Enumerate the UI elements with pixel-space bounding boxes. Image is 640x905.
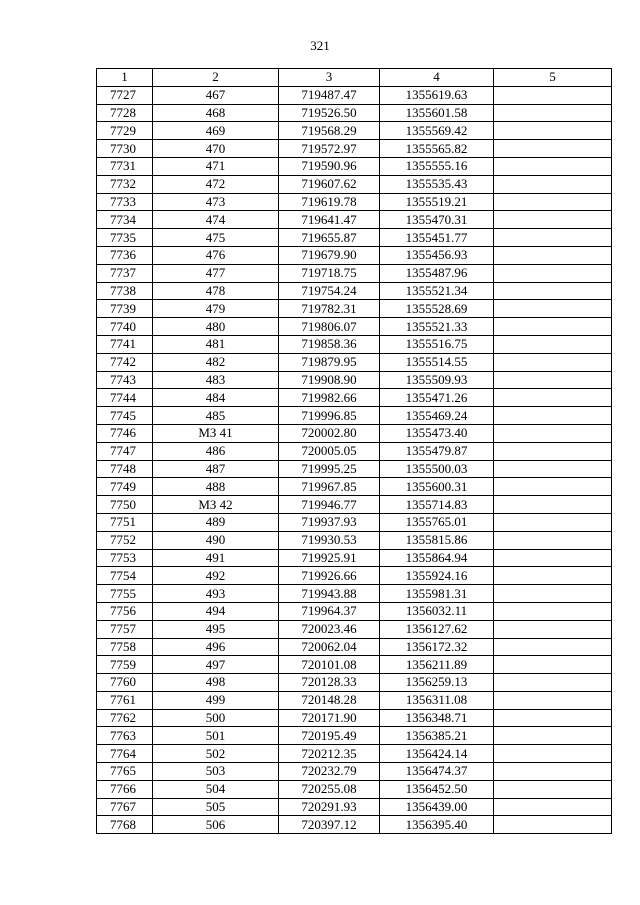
x-coordinate-cell: 719526.50 xyxy=(279,104,380,122)
column-header-1: 1 xyxy=(97,69,153,87)
table-row xyxy=(97,674,612,692)
point-id-cell: МЗ 42 xyxy=(153,496,279,514)
table-row xyxy=(97,638,612,656)
table-row xyxy=(97,140,612,158)
column-header-2: 2 xyxy=(153,69,279,87)
x-coordinate-cell: 719806.07 xyxy=(279,318,380,336)
table-row xyxy=(97,531,612,549)
row-number-cell: 7737 xyxy=(97,264,153,282)
table-row xyxy=(97,709,612,727)
table-row xyxy=(97,122,612,140)
table-row xyxy=(97,816,612,834)
point-id-cell: 477 xyxy=(153,264,279,282)
row-number-cell: 7762 xyxy=(97,709,153,727)
table-row xyxy=(97,442,612,460)
row-number-cell: 7756 xyxy=(97,602,153,620)
x-coordinate-cell: 719943.88 xyxy=(279,585,380,603)
note-cell xyxy=(494,424,612,442)
y-coordinate-cell: 1355981.31 xyxy=(380,585,494,603)
row-number-cell: 7766 xyxy=(97,780,153,798)
point-id-cell: 471 xyxy=(153,157,279,175)
table-row xyxy=(97,602,612,620)
note-cell xyxy=(494,691,612,709)
row-number-cell: 7754 xyxy=(97,567,153,585)
point-id-cell: 467 xyxy=(153,86,279,104)
x-coordinate-cell: 719655.87 xyxy=(279,229,380,247)
coordinates-table xyxy=(96,68,612,834)
table-row xyxy=(97,104,612,122)
x-coordinate-cell: 719925.91 xyxy=(279,549,380,567)
point-id-cell: 499 xyxy=(153,691,279,709)
point-id-cell: 482 xyxy=(153,353,279,371)
note-cell xyxy=(494,389,612,407)
x-coordinate-cell: 719967.85 xyxy=(279,478,380,496)
y-coordinate-cell: 1355565.82 xyxy=(380,140,494,158)
table-row xyxy=(97,371,612,389)
row-number-cell: 7761 xyxy=(97,691,153,709)
note-cell xyxy=(494,353,612,371)
x-coordinate-cell: 719641.47 xyxy=(279,211,380,229)
point-id-cell: 470 xyxy=(153,140,279,158)
table-row xyxy=(97,300,612,318)
note-cell xyxy=(494,567,612,585)
table-row xyxy=(97,335,612,353)
y-coordinate-cell: 1355815.86 xyxy=(380,531,494,549)
y-coordinate-cell: 1355500.03 xyxy=(380,460,494,478)
row-number-cell: 7755 xyxy=(97,585,153,603)
point-id-cell: 472 xyxy=(153,175,279,193)
note-cell xyxy=(494,86,612,104)
point-id-cell: 492 xyxy=(153,567,279,585)
x-coordinate-cell: 719937.93 xyxy=(279,513,380,531)
x-coordinate-cell: 719858.36 xyxy=(279,335,380,353)
x-coordinate-cell: 720002.80 xyxy=(279,424,380,442)
y-coordinate-cell: 1356311.08 xyxy=(380,691,494,709)
y-coordinate-cell: 1355479.87 xyxy=(380,442,494,460)
y-coordinate-cell: 1355600.31 xyxy=(380,478,494,496)
note-cell xyxy=(494,442,612,460)
row-number-cell: 7747 xyxy=(97,442,153,460)
y-coordinate-cell: 1355451.77 xyxy=(380,229,494,247)
row-number-cell: 7732 xyxy=(97,175,153,193)
row-number-cell: 7733 xyxy=(97,193,153,211)
table-row xyxy=(97,798,612,816)
table-row xyxy=(97,727,612,745)
note-cell xyxy=(494,104,612,122)
note-cell xyxy=(494,478,612,496)
point-id-cell: 495 xyxy=(153,620,279,638)
y-coordinate-cell: 1355514.55 xyxy=(380,353,494,371)
note-cell xyxy=(494,246,612,264)
row-number-cell: 7750 xyxy=(97,496,153,514)
x-coordinate-cell: 720291.93 xyxy=(279,798,380,816)
y-coordinate-cell: 1356474.37 xyxy=(380,763,494,781)
y-coordinate-cell: 1355864.94 xyxy=(380,549,494,567)
row-number-cell: 7757 xyxy=(97,620,153,638)
column-header-4: 4 xyxy=(380,69,494,87)
y-coordinate-cell: 1355516.75 xyxy=(380,335,494,353)
point-id-cell: 468 xyxy=(153,104,279,122)
point-id-cell: 497 xyxy=(153,656,279,674)
y-coordinate-cell: 1356385.21 xyxy=(380,727,494,745)
row-number-cell: 7728 xyxy=(97,104,153,122)
point-id-cell: 494 xyxy=(153,602,279,620)
table-row xyxy=(97,282,612,300)
table-row xyxy=(97,478,612,496)
y-coordinate-cell: 1356259.13 xyxy=(380,674,494,692)
point-id-cell: 493 xyxy=(153,585,279,603)
row-number-cell: 7752 xyxy=(97,531,153,549)
note-cell xyxy=(494,513,612,531)
point-id-cell: 488 xyxy=(153,478,279,496)
point-id-cell: 503 xyxy=(153,763,279,781)
row-number-cell: 7768 xyxy=(97,816,153,834)
row-number-cell: 7736 xyxy=(97,246,153,264)
y-coordinate-cell: 1356172.32 xyxy=(380,638,494,656)
x-coordinate-cell: 719995.25 xyxy=(279,460,380,478)
row-number-cell: 7764 xyxy=(97,745,153,763)
table-row xyxy=(97,513,612,531)
row-number-cell: 7727 xyxy=(97,86,153,104)
note-cell xyxy=(494,282,612,300)
x-coordinate-cell: 720255.08 xyxy=(279,780,380,798)
x-coordinate-cell: 720212.35 xyxy=(279,745,380,763)
x-coordinate-cell: 719926.66 xyxy=(279,567,380,585)
row-number-cell: 7759 xyxy=(97,656,153,674)
table-row xyxy=(97,424,612,442)
row-number-cell: 7742 xyxy=(97,353,153,371)
row-number-cell: 7738 xyxy=(97,282,153,300)
x-coordinate-cell: 719572.97 xyxy=(279,140,380,158)
row-number-cell: 7740 xyxy=(97,318,153,336)
x-coordinate-cell: 719754.24 xyxy=(279,282,380,300)
x-coordinate-cell: 719619.78 xyxy=(279,193,380,211)
note-cell xyxy=(494,229,612,247)
y-coordinate-cell: 1355528.69 xyxy=(380,300,494,318)
y-coordinate-cell: 1356424.14 xyxy=(380,745,494,763)
y-coordinate-cell: 1355471.26 xyxy=(380,389,494,407)
point-id-cell: 496 xyxy=(153,638,279,656)
y-coordinate-cell: 1356127.62 xyxy=(380,620,494,638)
row-number-cell: 7763 xyxy=(97,727,153,745)
row-number-cell: 7765 xyxy=(97,763,153,781)
point-id-cell: 483 xyxy=(153,371,279,389)
table-row xyxy=(97,211,612,229)
y-coordinate-cell: 1355569.42 xyxy=(380,122,494,140)
point-id-cell: 502 xyxy=(153,745,279,763)
point-id-cell: 485 xyxy=(153,407,279,425)
table-row xyxy=(97,763,612,781)
table-row xyxy=(97,745,612,763)
note-cell xyxy=(494,157,612,175)
point-id-cell: МЗ 41 xyxy=(153,424,279,442)
y-coordinate-cell: 1355521.33 xyxy=(380,318,494,336)
note-cell xyxy=(494,460,612,478)
x-coordinate-cell: 719996.85 xyxy=(279,407,380,425)
note-cell xyxy=(494,407,612,425)
note-cell xyxy=(494,780,612,798)
y-coordinate-cell: 1356211.89 xyxy=(380,656,494,674)
x-coordinate-cell: 719964.37 xyxy=(279,602,380,620)
note-cell xyxy=(494,798,612,816)
y-coordinate-cell: 1355473.40 xyxy=(380,424,494,442)
note-cell xyxy=(494,727,612,745)
table-row xyxy=(97,86,612,104)
table-row xyxy=(97,691,612,709)
y-coordinate-cell: 1355619.63 xyxy=(380,86,494,104)
x-coordinate-cell: 720171.90 xyxy=(279,709,380,727)
row-number-cell: 7741 xyxy=(97,335,153,353)
x-coordinate-cell: 719782.31 xyxy=(279,300,380,318)
x-coordinate-cell: 719946.77 xyxy=(279,496,380,514)
x-coordinate-cell: 719879.95 xyxy=(279,353,380,371)
note-cell xyxy=(494,335,612,353)
table-row xyxy=(97,353,612,371)
point-id-cell: 479 xyxy=(153,300,279,318)
row-number-cell: 7743 xyxy=(97,371,153,389)
y-coordinate-cell: 1356348.71 xyxy=(380,709,494,727)
x-coordinate-cell: 719718.75 xyxy=(279,264,380,282)
y-coordinate-cell: 1355487.96 xyxy=(380,264,494,282)
table-row xyxy=(97,656,612,674)
point-id-cell: 504 xyxy=(153,780,279,798)
x-coordinate-cell: 720232.79 xyxy=(279,763,380,781)
note-cell xyxy=(494,496,612,514)
page-number: 321 xyxy=(310,38,330,53)
x-coordinate-cell: 720062.04 xyxy=(279,638,380,656)
point-id-cell: 506 xyxy=(153,816,279,834)
table-row xyxy=(97,496,612,514)
point-id-cell: 486 xyxy=(153,442,279,460)
note-cell xyxy=(494,816,612,834)
y-coordinate-cell: 1356032.11 xyxy=(380,602,494,620)
row-number-cell: 7760 xyxy=(97,674,153,692)
x-coordinate-cell: 719679.90 xyxy=(279,246,380,264)
note-cell xyxy=(494,318,612,336)
y-coordinate-cell: 1356395.40 xyxy=(380,816,494,834)
y-coordinate-cell: 1355555.16 xyxy=(380,157,494,175)
y-coordinate-cell: 1356439.00 xyxy=(380,798,494,816)
point-id-cell: 478 xyxy=(153,282,279,300)
row-number-cell: 7751 xyxy=(97,513,153,531)
x-coordinate-cell: 719908.90 xyxy=(279,371,380,389)
point-id-cell: 505 xyxy=(153,798,279,816)
x-coordinate-cell: 720101.08 xyxy=(279,656,380,674)
row-number-cell: 7731 xyxy=(97,157,153,175)
row-number-cell: 7734 xyxy=(97,211,153,229)
table-row xyxy=(97,246,612,264)
table-row xyxy=(97,407,612,425)
note-cell xyxy=(494,763,612,781)
note-cell xyxy=(494,175,612,193)
table-row xyxy=(97,175,612,193)
row-number-cell: 7744 xyxy=(97,389,153,407)
table-row xyxy=(97,229,612,247)
x-coordinate-cell: 720195.49 xyxy=(279,727,380,745)
y-coordinate-cell: 1356452.50 xyxy=(380,780,494,798)
note-cell xyxy=(494,300,612,318)
note-cell xyxy=(494,585,612,603)
y-coordinate-cell: 1355601.58 xyxy=(380,104,494,122)
y-coordinate-cell: 1355521.34 xyxy=(380,282,494,300)
note-cell xyxy=(494,602,612,620)
y-coordinate-cell: 1355456.93 xyxy=(380,246,494,264)
table-row xyxy=(97,549,612,567)
x-coordinate-cell: 719930.53 xyxy=(279,531,380,549)
x-coordinate-cell: 719590.96 xyxy=(279,157,380,175)
note-cell xyxy=(494,620,612,638)
y-coordinate-cell: 1355535.43 xyxy=(380,175,494,193)
note-cell xyxy=(494,264,612,282)
note-cell xyxy=(494,371,612,389)
x-coordinate-cell: 720397.12 xyxy=(279,816,380,834)
table-header-row xyxy=(97,69,612,87)
note-cell xyxy=(494,709,612,727)
note-cell xyxy=(494,211,612,229)
point-id-cell: 491 xyxy=(153,549,279,567)
point-id-cell: 490 xyxy=(153,531,279,549)
y-coordinate-cell: 1355469.24 xyxy=(380,407,494,425)
point-id-cell: 489 xyxy=(153,513,279,531)
row-number-cell: 7758 xyxy=(97,638,153,656)
note-cell xyxy=(494,674,612,692)
table-row xyxy=(97,780,612,798)
row-number-cell: 7739 xyxy=(97,300,153,318)
row-number-cell: 7730 xyxy=(97,140,153,158)
table-row xyxy=(97,193,612,211)
point-id-cell: 475 xyxy=(153,229,279,247)
note-cell xyxy=(494,638,612,656)
point-id-cell: 501 xyxy=(153,727,279,745)
point-id-cell: 481 xyxy=(153,335,279,353)
table-row xyxy=(97,585,612,603)
table-row xyxy=(97,157,612,175)
row-number-cell: 7749 xyxy=(97,478,153,496)
note-cell xyxy=(494,745,612,763)
table-row xyxy=(97,318,612,336)
column-header-3: 3 xyxy=(279,69,380,87)
x-coordinate-cell: 720148.28 xyxy=(279,691,380,709)
table-body xyxy=(97,86,612,833)
row-number-cell: 7746 xyxy=(97,424,153,442)
y-coordinate-cell: 1355519.21 xyxy=(380,193,494,211)
table-row xyxy=(97,567,612,585)
note-cell xyxy=(494,122,612,140)
y-coordinate-cell: 1355714.83 xyxy=(380,496,494,514)
y-coordinate-cell: 1355509.93 xyxy=(380,371,494,389)
y-coordinate-cell: 1355924.16 xyxy=(380,567,494,585)
note-cell xyxy=(494,531,612,549)
row-number-cell: 7767 xyxy=(97,798,153,816)
table-row xyxy=(97,264,612,282)
row-number-cell: 7729 xyxy=(97,122,153,140)
x-coordinate-cell: 720128.33 xyxy=(279,674,380,692)
row-number-cell: 7748 xyxy=(97,460,153,478)
row-number-cell: 7745 xyxy=(97,407,153,425)
table-row xyxy=(97,620,612,638)
note-cell xyxy=(494,193,612,211)
point-id-cell: 473 xyxy=(153,193,279,211)
table-row xyxy=(97,389,612,407)
y-coordinate-cell: 1355765.01 xyxy=(380,513,494,531)
point-id-cell: 476 xyxy=(153,246,279,264)
point-id-cell: 500 xyxy=(153,709,279,727)
point-id-cell: 480 xyxy=(153,318,279,336)
point-id-cell: 498 xyxy=(153,674,279,692)
row-number-cell: 7735 xyxy=(97,229,153,247)
point-id-cell: 474 xyxy=(153,211,279,229)
note-cell xyxy=(494,140,612,158)
point-id-cell: 484 xyxy=(153,389,279,407)
x-coordinate-cell: 720005.05 xyxy=(279,442,380,460)
row-number-cell: 7753 xyxy=(97,549,153,567)
y-coordinate-cell: 1355470.31 xyxy=(380,211,494,229)
column-header-5: 5 xyxy=(494,69,612,87)
note-cell xyxy=(494,656,612,674)
table-row xyxy=(97,460,612,478)
x-coordinate-cell: 719607.62 xyxy=(279,175,380,193)
x-coordinate-cell: 719568.29 xyxy=(279,122,380,140)
x-coordinate-cell: 719487.47 xyxy=(279,86,380,104)
point-id-cell: 487 xyxy=(153,460,279,478)
point-id-cell: 469 xyxy=(153,122,279,140)
x-coordinate-cell: 720023.46 xyxy=(279,620,380,638)
x-coordinate-cell: 719982.66 xyxy=(279,389,380,407)
note-cell xyxy=(494,549,612,567)
